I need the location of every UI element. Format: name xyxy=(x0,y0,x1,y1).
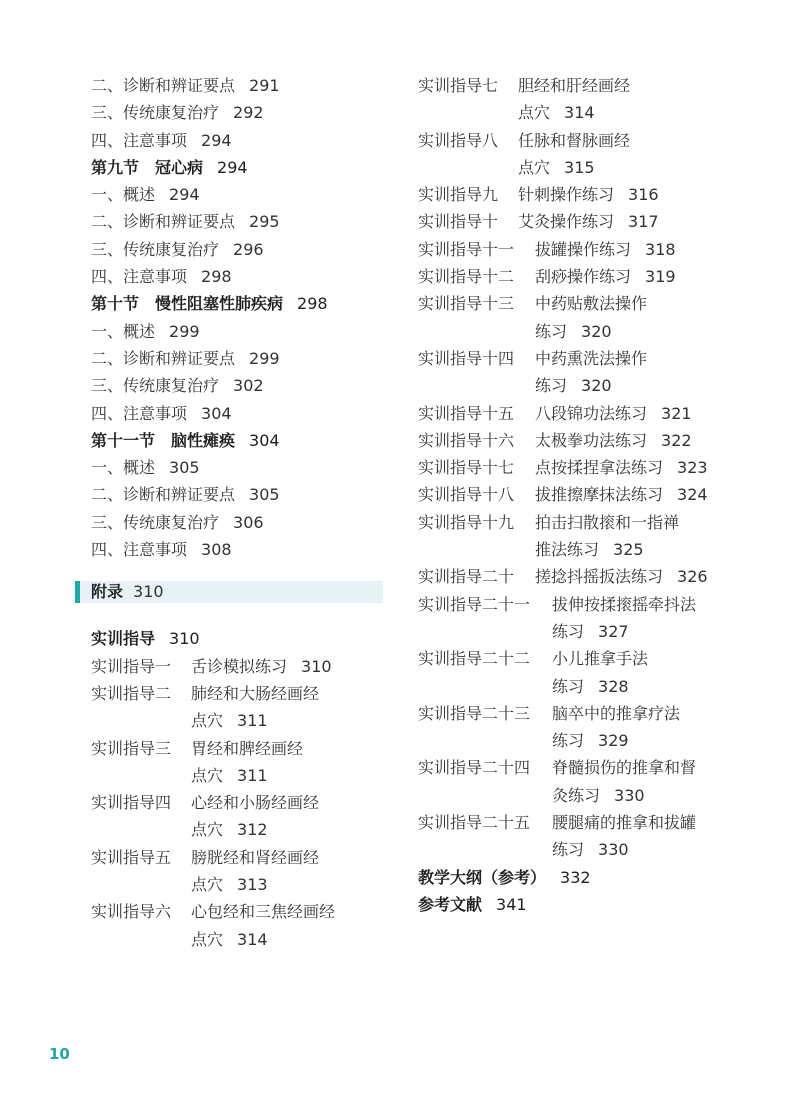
training-entry-label: 实训指导六 xyxy=(91,902,172,922)
toc-entry-title: 三、传统康复治疗 xyxy=(91,239,220,259)
toc-entry-title: 一、概述 xyxy=(91,185,156,205)
training-entry-label: 实训指导十九 xyxy=(418,512,515,532)
appendix-banner[interactable] xyxy=(75,581,383,603)
toc-entry-title: 第十节 慢性阻塞性肺疾病 xyxy=(91,294,284,314)
training-entry-title: 拔罐操作练习 318 xyxy=(535,239,676,259)
toc-entry-title: 四、注意事项 xyxy=(91,130,188,150)
training-entry[interactable] xyxy=(91,735,383,790)
training-entry-label: 实训指导二十一 xyxy=(418,594,531,614)
training-entry[interactable] xyxy=(418,72,738,127)
training-entry-title-cont: 点穴 314 xyxy=(518,103,595,123)
training-entry-line xyxy=(418,536,738,563)
training-entry-label: 实训指导二十四 xyxy=(418,758,531,778)
training-entry-title: 心包经和三焦经画经 xyxy=(191,902,336,922)
toc-entry-page: 305 xyxy=(249,485,280,505)
toc-entry-page: 304 xyxy=(249,430,280,450)
toc-entry-title: 三、传统康复治疗 xyxy=(91,512,220,532)
training-entry[interactable] xyxy=(418,700,738,755)
training-entry-page: 320 xyxy=(581,376,612,396)
training-entry[interactable] xyxy=(418,591,738,646)
toc-entry-page: 306 xyxy=(233,512,264,532)
training-entry-page: 311 xyxy=(237,765,268,785)
training-entry-title: 拍击扫散㨰和一指禅 xyxy=(535,512,680,532)
training-entry-title-cont: 点穴 311 xyxy=(191,765,268,785)
training-entry-title: 脊髓损伤的推拿和督 xyxy=(552,758,697,778)
training-entry[interactable] xyxy=(418,454,738,481)
training-entry-page: 320 xyxy=(581,321,612,341)
training-entry[interactable] xyxy=(418,645,738,700)
training-entry-line xyxy=(418,563,738,590)
training-entry-title: 胃经和脾经画经 xyxy=(191,738,304,758)
training-entry-title-cont: 练习 320 xyxy=(535,321,612,341)
training-entry-label: 实训指导二十二 xyxy=(418,649,531,669)
training-entry-title: 搓捻抖摇扳法练习 326 xyxy=(535,567,708,587)
toc-entry-page: 298 xyxy=(297,294,328,314)
training-entry-title-cont: 练习 320 xyxy=(535,376,612,396)
toc-entry[interactable] xyxy=(91,372,383,399)
training-entry[interactable] xyxy=(418,754,738,809)
training-entry-line xyxy=(418,700,738,727)
toc-entry-title: 一、概述 xyxy=(91,458,156,478)
training-entry-page: 324 xyxy=(677,485,708,505)
training-entry[interactable] xyxy=(91,653,383,680)
toc-entry-page: 294 xyxy=(169,185,200,205)
training-entry-line xyxy=(418,208,738,235)
training-entry-title: 针刺操作练习 316 xyxy=(518,185,659,205)
training-entry-line xyxy=(418,836,738,863)
training-entry-title: 脑卒中的推拿疗法 xyxy=(552,703,681,723)
training-entry[interactable] xyxy=(418,127,738,182)
toc-entry-page: 294 xyxy=(201,130,232,150)
toc-entry[interactable] xyxy=(91,154,383,181)
toc-entry[interactable] xyxy=(91,481,383,508)
training-entry-line xyxy=(418,236,738,263)
training-entry-page: 314 xyxy=(564,103,595,123)
training-entry-line xyxy=(418,673,738,700)
training-entry[interactable] xyxy=(418,236,738,263)
training-entry-line xyxy=(91,762,383,789)
training-entry-line xyxy=(418,99,738,126)
training-entry-line xyxy=(418,181,738,208)
training-entry-line xyxy=(418,263,738,290)
training-entry-page: 328 xyxy=(598,676,629,696)
training-entry-title: 胆经和肝经画经 xyxy=(518,76,631,95)
training-entry-line xyxy=(91,926,383,953)
toc-entry[interactable] xyxy=(91,236,383,263)
training-entry-label: 实训指导二 xyxy=(91,683,172,703)
training-entry[interactable] xyxy=(91,680,383,735)
training-entry-label: 实训指导十五 xyxy=(418,403,515,423)
training-entry-title-cont: 点穴 313 xyxy=(191,875,268,895)
toc-entry[interactable] xyxy=(91,290,383,317)
training-heading-page: 310 xyxy=(169,629,200,649)
toc-entry-title: 第九节 冠心病 xyxy=(91,157,204,177)
training-entry-title: 心经和小肠经画经 xyxy=(191,793,320,813)
training-entry-title-cont: 点穴 314 xyxy=(191,929,268,949)
toc-entry-title: 三、传统康复治疗 xyxy=(91,103,220,123)
training-entry-title: 拔推擦摩抹法练习 324 xyxy=(535,485,708,505)
training-entry-line xyxy=(418,345,738,372)
appendix-title: 附录 xyxy=(91,582,124,602)
toc-entry-page: 305 xyxy=(169,458,200,478)
training-heading[interactable] xyxy=(91,625,383,652)
toc-entry[interactable] xyxy=(91,181,383,208)
training-entry-title: 八段锦功法练习 321 xyxy=(535,403,692,423)
training-entry-label: 实训指导十二 xyxy=(418,267,515,287)
training-entry-label: 实训指导四 xyxy=(91,793,172,813)
training-entry-line xyxy=(418,427,738,454)
training-entry-label: 实训指导五 xyxy=(91,847,172,867)
training-entry-page: 326 xyxy=(677,567,708,587)
training-entry-title-cont: 推法练习 325 xyxy=(535,540,644,560)
training-entry-line xyxy=(418,481,738,508)
training-entry-line xyxy=(418,591,738,618)
training-entry-page: 321 xyxy=(661,403,692,423)
training-entry-label: 实训指导九 xyxy=(418,185,499,205)
training-entry-label: 实训指导二十 xyxy=(418,567,515,587)
training-entry-title-cont: 练习 328 xyxy=(552,676,629,696)
training-entry-line xyxy=(418,727,738,754)
training-entry-line xyxy=(418,154,738,181)
training-entry-line xyxy=(91,735,383,762)
training-entry-label: 实训指导八 xyxy=(418,130,499,150)
training-entry-line xyxy=(91,653,383,680)
toc-entry-page: 302 xyxy=(233,376,264,396)
toc-entry-page: 291 xyxy=(249,76,280,95)
toc-entry-title: 第十一节 脑性瘫痪 xyxy=(91,430,236,450)
training-entry-line xyxy=(91,680,383,707)
training-entry-label: 实训指导十 xyxy=(418,212,499,232)
toc-tail-list xyxy=(418,864,738,919)
training-entry-page: 312 xyxy=(237,820,268,840)
toc-entry[interactable] xyxy=(91,208,383,235)
training-entry-title: 肺经和大肠经画经 xyxy=(191,683,320,703)
training-entry-page: 310 xyxy=(301,656,332,676)
training-entry-line xyxy=(418,400,738,427)
training-entry-label: 实训指导二十三 xyxy=(418,703,531,723)
training-entry-line xyxy=(418,127,738,154)
toc-entry[interactable] xyxy=(91,127,383,154)
toc-entry[interactable] xyxy=(418,864,738,891)
toc-entry[interactable] xyxy=(91,345,383,372)
training-entry-line xyxy=(91,844,383,871)
training-heading-text: 实训指导 xyxy=(91,629,156,649)
training-entry-title: 小儿推拿手法 xyxy=(552,649,649,669)
training-entry[interactable] xyxy=(418,181,738,208)
toc-entry-page: 332 xyxy=(560,867,591,887)
toc-entry-title: 二、诊断和辨证要点 xyxy=(91,485,236,505)
training-entry-page: 319 xyxy=(645,267,676,287)
training-entry-page: 318 xyxy=(645,239,676,259)
training-entry-title: 膀胱经和肾经画经 xyxy=(191,847,320,867)
toc-entry-page: 295 xyxy=(249,212,280,232)
training-entry[interactable] xyxy=(418,290,738,345)
training-entry[interactable] xyxy=(418,427,738,454)
training-entry[interactable] xyxy=(418,809,738,864)
toc-entry[interactable] xyxy=(91,427,383,454)
training-entry[interactable] xyxy=(418,345,738,400)
toc-section-list xyxy=(91,72,383,563)
training-entry[interactable] xyxy=(91,898,383,953)
training-entry-page: 314 xyxy=(237,929,268,949)
training-entry-title-cont: 练习 327 xyxy=(552,621,629,641)
training-entry-label: 实训指导十一 xyxy=(418,239,515,259)
toc-entry[interactable] xyxy=(91,263,383,290)
training-entry-line xyxy=(418,509,738,536)
training-entry[interactable] xyxy=(418,263,738,290)
toc-entry[interactable] xyxy=(91,509,383,536)
training-entry-line xyxy=(418,754,738,781)
training-entry-page: 313 xyxy=(237,875,268,895)
appendix-page: 310 xyxy=(133,582,164,602)
training-entry-page: 323 xyxy=(677,458,708,478)
training-entry-label: 实训指导七 xyxy=(418,76,499,95)
training-entry-title-cont: 练习 330 xyxy=(552,840,629,860)
toc-entry-page: 298 xyxy=(201,267,232,287)
training-entry-label: 实训指导十七 xyxy=(418,458,515,478)
training-entry-label: 实训指导十八 xyxy=(418,485,515,505)
training-entry-line xyxy=(91,898,383,925)
training-entry-line xyxy=(418,318,738,345)
training-entry-title-cont: 练习 329 xyxy=(552,731,629,751)
training-entry-page: 327 xyxy=(598,621,629,641)
training-entry-title: 艾灸操作练习 317 xyxy=(518,212,659,232)
toc-entry-title: 二、诊断和辨证要点 xyxy=(91,348,236,368)
training-entry[interactable] xyxy=(91,789,383,844)
left-column xyxy=(91,72,383,953)
training-entry-title: 中药熏洗法操作 xyxy=(535,348,648,368)
training-entry[interactable] xyxy=(91,844,383,899)
training-entry-title: 舌诊模拟练习 310 xyxy=(191,656,332,676)
training-entry-title: 拔伸按揉㨰摇牵抖法 xyxy=(552,594,697,614)
training-entry-title: 中药贴敷法操作 xyxy=(535,294,648,314)
training-entry-page: 317 xyxy=(628,212,659,232)
toc-entry[interactable] xyxy=(91,72,383,99)
toc-entry-title: 二、诊断和辨证要点 xyxy=(91,212,236,232)
training-entry-line xyxy=(418,290,738,317)
page-number: 10 xyxy=(49,1045,70,1063)
training-entry-line xyxy=(418,645,738,672)
training-entry-page: 325 xyxy=(613,540,644,560)
training-list-right xyxy=(418,72,738,864)
training-entry-line xyxy=(418,372,738,399)
toc-entry-page: 299 xyxy=(249,348,280,368)
training-entry-page: 315 xyxy=(564,157,595,177)
training-entry-title: 太极拳功法练习 322 xyxy=(535,430,692,450)
training-entry-line xyxy=(91,789,383,816)
toc-entry-page: 299 xyxy=(169,321,200,341)
toc-entry-page: 308 xyxy=(201,540,232,560)
training-entry-label: 实训指导一 xyxy=(91,656,172,676)
toc-entry-title: 四、注意事项 xyxy=(91,267,188,287)
training-entry[interactable] xyxy=(418,400,738,427)
training-entry-page: 311 xyxy=(237,711,268,731)
training-entry-line xyxy=(91,707,383,734)
training-entry-title: 任脉和督脉画经 xyxy=(518,130,631,150)
toc-entry-page: 296 xyxy=(233,239,264,259)
toc-entry[interactable] xyxy=(91,99,383,126)
toc-entry-title: 四、注意事项 xyxy=(91,403,188,423)
training-entry-label: 实训指导十三 xyxy=(418,294,515,314)
training-entry-label: 实训指导三 xyxy=(91,738,172,758)
toc-entry-title: 四、注意事项 xyxy=(91,540,188,560)
training-entry-page: 329 xyxy=(598,731,629,751)
training-list-left xyxy=(91,653,383,953)
training-entry-page: 330 xyxy=(614,785,645,805)
training-entry-line xyxy=(418,618,738,645)
training-entry-title: 腰腿痛的推拿和拔罐 xyxy=(552,813,697,833)
training-entry-page: 330 xyxy=(598,840,629,860)
toc-entry-title: 一、概述 xyxy=(91,321,156,341)
training-entry[interactable] xyxy=(418,509,738,564)
toc-entry[interactable] xyxy=(91,454,383,481)
toc-entry-title: 参考文献 xyxy=(418,894,483,914)
training-entry-label: 实训指导十四 xyxy=(418,348,515,368)
training-entry[interactable] xyxy=(418,563,738,590)
training-entry-line xyxy=(418,782,738,809)
training-entry-label: 实训指导十六 xyxy=(418,430,515,450)
toc-entry[interactable] xyxy=(418,891,738,918)
training-entry-line xyxy=(418,809,738,836)
toc-entry-page: 304 xyxy=(201,403,232,423)
toc-entry-page: 294 xyxy=(217,157,248,177)
training-entry-line xyxy=(418,454,738,481)
toc-entry-page: 292 xyxy=(233,103,264,123)
training-entry-line xyxy=(91,816,383,843)
training-entry-title: 点按揉捏拿法练习 323 xyxy=(535,458,708,478)
toc-entry[interactable] xyxy=(91,400,383,427)
right-column xyxy=(418,72,738,918)
toc-entry-title: 教学大纲（参考） xyxy=(418,867,547,887)
training-entry-label: 实训指导二十五 xyxy=(418,813,531,833)
training-entry-page: 322 xyxy=(661,430,692,450)
training-entry-line xyxy=(418,72,738,99)
training-entry-title-cont: 点穴 311 xyxy=(191,711,268,731)
training-entry-page: 316 xyxy=(628,185,659,205)
toc-entry-title: 二、诊断和辨证要点 xyxy=(91,76,236,95)
training-entry[interactable] xyxy=(418,481,738,508)
toc-entry[interactable] xyxy=(91,318,383,345)
toc-entry-title: 三、传统康复治疗 xyxy=(91,376,220,396)
training-entry-title-cont: 灸练习 330 xyxy=(552,785,645,805)
training-entry-line xyxy=(91,871,383,898)
toc-entry[interactable] xyxy=(91,536,383,563)
training-entry-title-cont: 点穴 315 xyxy=(518,157,595,177)
training-entry-title-cont: 点穴 312 xyxy=(191,820,268,840)
training-entry-title: 刮痧操作练习 319 xyxy=(535,267,676,287)
training-entry[interactable] xyxy=(418,208,738,235)
toc-entry-page: 341 xyxy=(496,894,527,914)
